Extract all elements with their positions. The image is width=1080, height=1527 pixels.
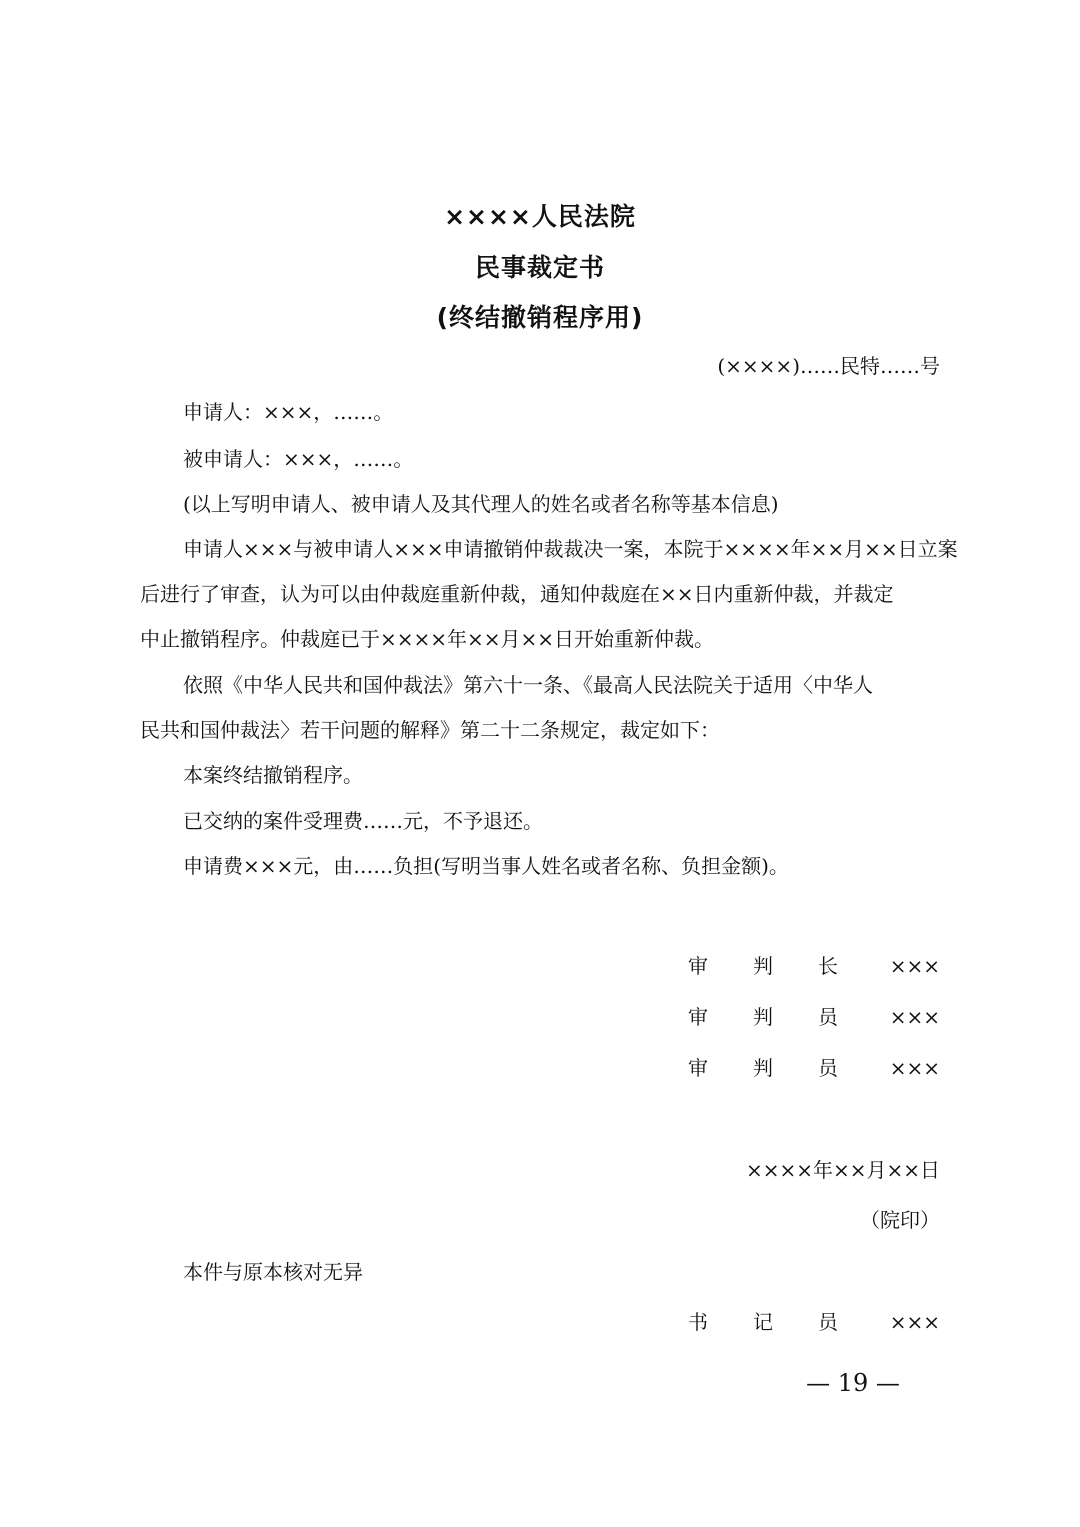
signature-title-char: 判 bbox=[753, 1056, 773, 1080]
signature-title-char: 员 bbox=[818, 1310, 838, 1334]
signature-title-char: 判 bbox=[753, 954, 773, 978]
signature-presiding-judge bbox=[688, 953, 940, 979]
signature-judge-2 bbox=[688, 1055, 940, 1081]
court-name: ××××人民法院 bbox=[444, 202, 636, 231]
respondent-line: 被申请人：×××，……。 bbox=[183, 447, 414, 471]
legal-basis-line-2: 民共和国仲裁法〉若干问题的解释》第二十二条规定，裁定如下： bbox=[140, 718, 720, 742]
signature-name: ××× bbox=[889, 1005, 940, 1029]
signature-judge-1 bbox=[688, 1004, 940, 1030]
signature-title-char: 判 bbox=[753, 1005, 773, 1029]
legal-basis-line-1: 依照《中华人民共和国仲裁法》第六十一条、《最高人民法院关于适用〈中华人 bbox=[183, 673, 873, 697]
verification-note: 本件与原本核对无异 bbox=[183, 1260, 363, 1284]
fact-paragraph-line-1: 申请人×××与被申请人×××申请撤销仲裁裁决一案，本院于××××年××月××日立案 bbox=[183, 537, 958, 561]
signature-name: ××× bbox=[889, 1310, 940, 1334]
signature-title-char: 审 bbox=[688, 1056, 708, 1080]
ruling-text: 本案终结撤销程序。 bbox=[183, 763, 363, 787]
fee-burden-text: 申请费×××元，由……负担(写明当事人姓名或者名称、负担金额)。 bbox=[183, 854, 789, 878]
signature-title-char: 审 bbox=[688, 954, 708, 978]
parties-note: (以上写明申请人、被申请人及其代理人的姓名或者名称等基本信息) bbox=[183, 492, 779, 516]
ruling-date: ××××年××月××日 bbox=[745, 1158, 940, 1182]
signature-title-char: 记 bbox=[753, 1310, 773, 1334]
signature-name: ××× bbox=[889, 954, 940, 978]
court-seal: （院印） bbox=[860, 1208, 940, 1232]
fact-paragraph-line-2: 后进行了审查，认为可以由仲裁庭重新仲裁，通知仲裁庭在××日内重新仲裁，并裁定 bbox=[140, 582, 894, 606]
signature-title-char: 员 bbox=[818, 1005, 838, 1029]
document-type: 民事裁定书 bbox=[474, 253, 605, 282]
signature-title-char: 员 bbox=[818, 1056, 838, 1080]
applicant-line: 申请人：×××，……。 bbox=[183, 400, 394, 424]
fact-paragraph-line-3: 中止撤销程序。仲裁庭已于××××年××月××日开始重新仲裁。 bbox=[140, 627, 715, 651]
signature-title-char: 长 bbox=[818, 954, 838, 978]
signature-title-char: 审 bbox=[688, 1005, 708, 1029]
document-subtitle: (终结撤销程序用) bbox=[436, 303, 644, 332]
signature-title-char: 书 bbox=[688, 1310, 708, 1334]
signature-clerk bbox=[688, 1309, 940, 1335]
signature-name: ××× bbox=[889, 1056, 940, 1080]
case-number: (××××)……民特……号 bbox=[717, 354, 940, 378]
fee-refund-text: 已交纳的案件受理费……元，不予退还。 bbox=[183, 809, 543, 833]
page-number: — 19 — bbox=[806, 1369, 900, 1397]
